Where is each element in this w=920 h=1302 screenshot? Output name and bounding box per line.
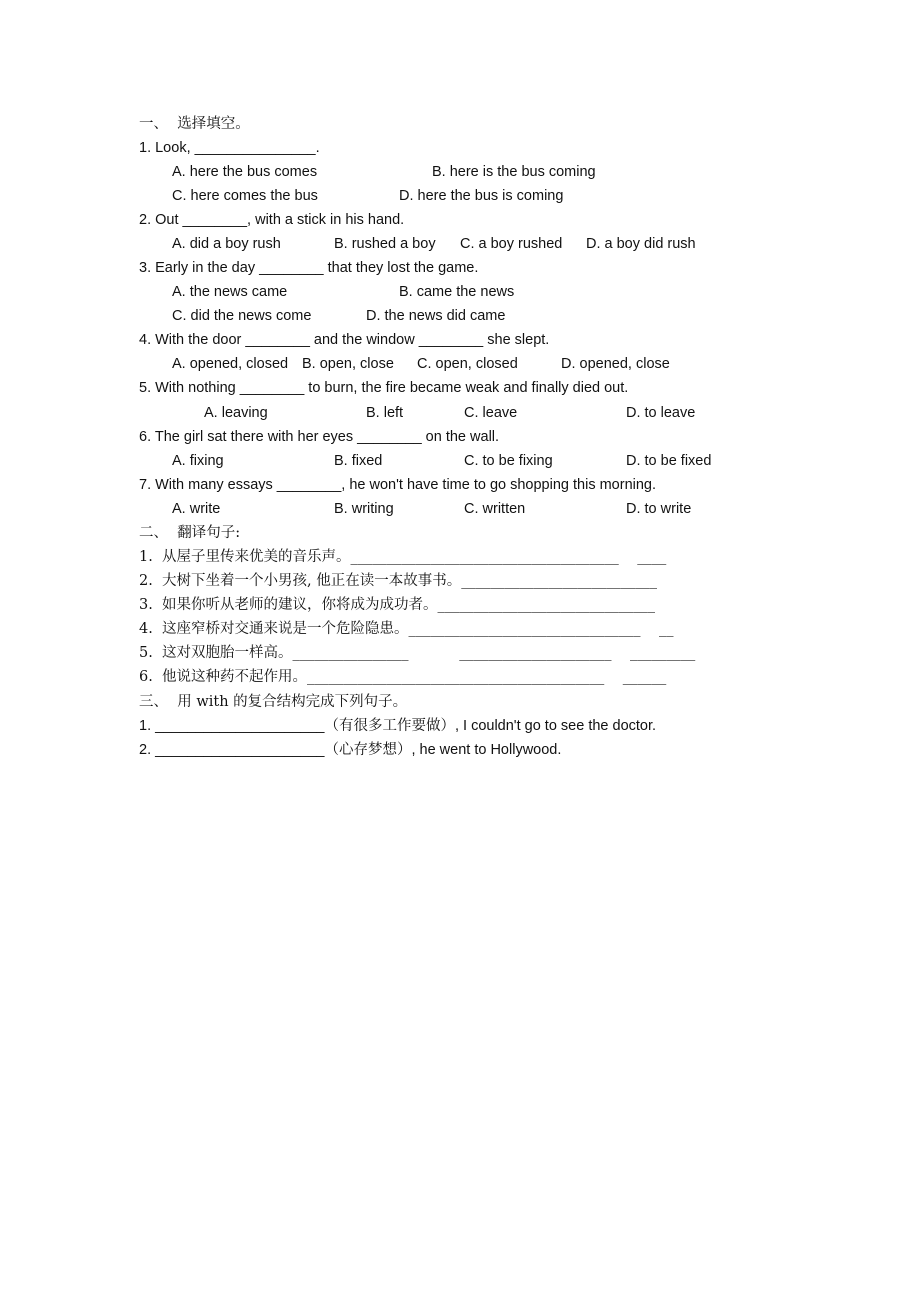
q4-option-a: A. opened, closed [172, 356, 289, 372]
question-2-stem: 2. Out ________, with a stick in his hand. [139, 212, 405, 228]
q2-option-b: B. rushed a boy [334, 236, 436, 252]
question-3-stem: 3. Early in the day ________ that they lost the game. [139, 260, 479, 276]
question-5-stem: 5. With nothing ________ to burn, the fire became weak and finally died out. [139, 380, 629, 396]
q1-option-c: C. here comes the bus [172, 188, 318, 204]
q5-option-a: A. leaving [204, 405, 268, 421]
translation-item-3: 3. 如果你听从老师的建议，你将成为成功者。______________________________ [139, 597, 656, 613]
translation-item-5: 5. 这对双胞胎一样高。________________ _____________________ _________ [139, 645, 696, 661]
q2-option-a: A. did a boy rush [172, 236, 281, 252]
q1-option-b: B. here is the bus coming [432, 164, 596, 180]
q7-option-d: D. to write [626, 501, 692, 517]
question-7-stem: 7. With many essays ________, he won't have time to go shopping this morning. [139, 477, 657, 493]
question-1-stem: 1. Look, _______________. [139, 140, 320, 156]
q5-option-d: D. to leave [626, 405, 696, 421]
translation-item-6: 6. 他说这种药不起作用。_________________________________________ ______ [139, 669, 667, 685]
q6-option-d: D. to be fixed [626, 453, 712, 469]
q4-option-b: B. open, close [302, 356, 394, 372]
q3-option-d: D. the news did came [366, 308, 506, 324]
q2-option-d: D. a boy did rush [586, 236, 696, 252]
section1-heading: 一、 选择填空。 [139, 116, 250, 132]
question-4-stem: 4. With the door ________ and the window ________ she slept. [139, 332, 550, 348]
q3-option-b: B. came the news [399, 284, 515, 300]
q4-option-c: C. open, closed [417, 356, 518, 372]
q6-option-b: B. fixed [334, 453, 383, 469]
q2-option-c: C. a boy rushed [460, 236, 563, 252]
q6-option-a: A. fixing [172, 453, 224, 469]
q7-option-c: C. written [464, 501, 526, 517]
section3-heading: 三、 用 with 的复合结构完成下列句子。 [139, 694, 408, 710]
q7-option-a: A. write [172, 501, 221, 517]
q1-option-d: D. here the bus is coming [399, 188, 564, 204]
section2-heading: 二、 翻译句子: [139, 525, 241, 541]
q7-option-b: B. writing [334, 501, 394, 517]
translation-item-4: 4. 这座窄桥对交通来说是一个危险隐患。________________________________ __ [139, 621, 674, 637]
q5-option-c: C. leave [464, 405, 518, 421]
q4-option-d: D. opened, close [561, 356, 670, 372]
q6-option-c: C. to be fixing [464, 453, 553, 469]
q3-option-a: A. the news came [172, 284, 288, 300]
question-6-stem: 6. The girl sat there with her eyes ________ on the wall. [139, 429, 500, 445]
with-structure-item-2: 2. _____________________（心存梦想）, he went to Hollywood. [139, 742, 562, 758]
with-structure-item-1: 1. _____________________（有很多工作要做）, I couldn't go to see the doctor. [139, 718, 657, 734]
translation-item-2: 2. 大树下坐着一个小男孩, 他正在读一本故事书。___________________________ [139, 573, 658, 589]
q5-option-b: B. left [366, 405, 404, 421]
q1-option-a: A. here the bus comes [172, 164, 318, 180]
translation-item-1: 1. 从屋子里传来优美的音乐声。_____________________________________ ____ [139, 549, 667, 565]
q3-option-c: C. did the news come [172, 308, 312, 324]
